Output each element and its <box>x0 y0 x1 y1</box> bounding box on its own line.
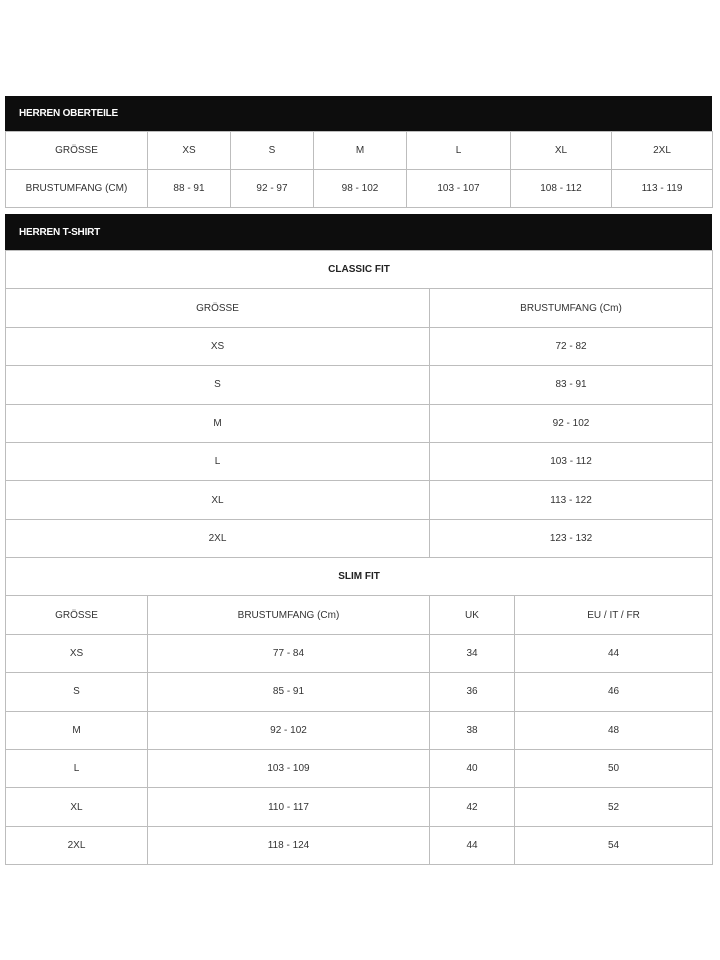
table-row <box>6 788 713 826</box>
size-cell: S <box>231 132 314 170</box>
table-row <box>6 327 713 365</box>
table-cell: S <box>6 366 430 404</box>
table-cell: 123 - 132 <box>430 519 713 557</box>
table-cell: 42 <box>430 788 515 826</box>
table-cell: M <box>6 711 148 749</box>
table-row <box>6 673 713 711</box>
table-row <box>6 366 713 404</box>
table-cell: 118 - 124 <box>148 826 430 864</box>
table-cell: S <box>6 673 148 711</box>
table-cell: 48 <box>515 711 713 749</box>
size-cell: 2XL <box>612 132 713 170</box>
table-cell: 83 - 91 <box>430 366 713 404</box>
table-cell: 50 <box>515 749 713 787</box>
table-cell: 72 - 82 <box>430 327 713 365</box>
chest-cell: 88 - 91 <box>148 170 231 208</box>
chest-cell: 113 - 119 <box>612 170 713 208</box>
table-row <box>6 826 713 864</box>
column-header: BRUSTUMFANG (Cm) <box>148 596 430 634</box>
size-cell: XL <box>511 132 612 170</box>
table-cell: 103 - 112 <box>430 442 713 480</box>
table-cell: 92 - 102 <box>148 711 430 749</box>
table-cell: L <box>6 442 430 480</box>
table-row <box>6 132 713 170</box>
size-cell: L <box>407 132 511 170</box>
table-row <box>6 596 713 634</box>
table-row <box>6 404 713 442</box>
section-header-herren-oberteile: HERREN OBERTEILE <box>5 96 712 131</box>
table-row <box>6 251 713 289</box>
table-cell: 2XL <box>6 519 430 557</box>
table-row <box>6 749 713 787</box>
column-header: BRUSTUMFANG (Cm) <box>430 289 713 327</box>
table-cell: 38 <box>430 711 515 749</box>
table-cell: 44 <box>515 634 713 672</box>
table-row <box>6 558 713 596</box>
table-cell: 85 - 91 <box>148 673 430 711</box>
table-cell: XS <box>6 634 148 672</box>
table-cell: L <box>6 749 148 787</box>
size-cell: M <box>314 132 407 170</box>
column-header: GRÖSSE <box>6 289 430 327</box>
table-cell: XL <box>6 481 430 519</box>
herren-oberteile-table <box>5 131 713 208</box>
table-row <box>6 289 713 327</box>
table-row <box>6 170 713 208</box>
table-cell: 110 - 117 <box>148 788 430 826</box>
table-cell: 54 <box>515 826 713 864</box>
table-cell: XS <box>6 327 430 365</box>
column-header: GRÖSSE <box>6 596 148 634</box>
table-cell: 77 - 84 <box>148 634 430 672</box>
column-header: UK <box>430 596 515 634</box>
slim-fit-title: SLIM FIT <box>6 558 713 596</box>
chest-cell: 92 - 97 <box>231 170 314 208</box>
table-cell: 2XL <box>6 826 148 864</box>
row-label-size: GRÖSSE <box>6 132 148 170</box>
table-cell: 52 <box>515 788 713 826</box>
chest-cell: 98 - 102 <box>314 170 407 208</box>
table-cell: XL <box>6 788 148 826</box>
row-label-chest: BRUSTUMFANG (CM) <box>6 170 148 208</box>
table-cell: M <box>6 404 430 442</box>
column-header: EU / IT / FR <box>515 596 713 634</box>
table-row <box>6 634 713 672</box>
table-cell: 34 <box>430 634 515 672</box>
classic-fit-table <box>5 250 713 558</box>
size-cell: XS <box>148 132 231 170</box>
slim-fit-table <box>5 557 713 865</box>
classic-fit-title: CLASSIC FIT <box>6 251 713 289</box>
table-cell: 40 <box>430 749 515 787</box>
table-cell: 103 - 109 <box>148 749 430 787</box>
table-cell: 36 <box>430 673 515 711</box>
table-row <box>6 519 713 557</box>
table-row <box>6 442 713 480</box>
table-cell: 113 - 122 <box>430 481 713 519</box>
table-cell: 92 - 102 <box>430 404 713 442</box>
table-cell: 44 <box>430 826 515 864</box>
chest-cell: 103 - 107 <box>407 170 511 208</box>
table-row <box>6 481 713 519</box>
table-row <box>6 711 713 749</box>
chest-cell: 108 - 112 <box>511 170 612 208</box>
table-cell: 46 <box>515 673 713 711</box>
section-header-herren-tshirt: HERREN T-SHIRT <box>5 214 712 250</box>
